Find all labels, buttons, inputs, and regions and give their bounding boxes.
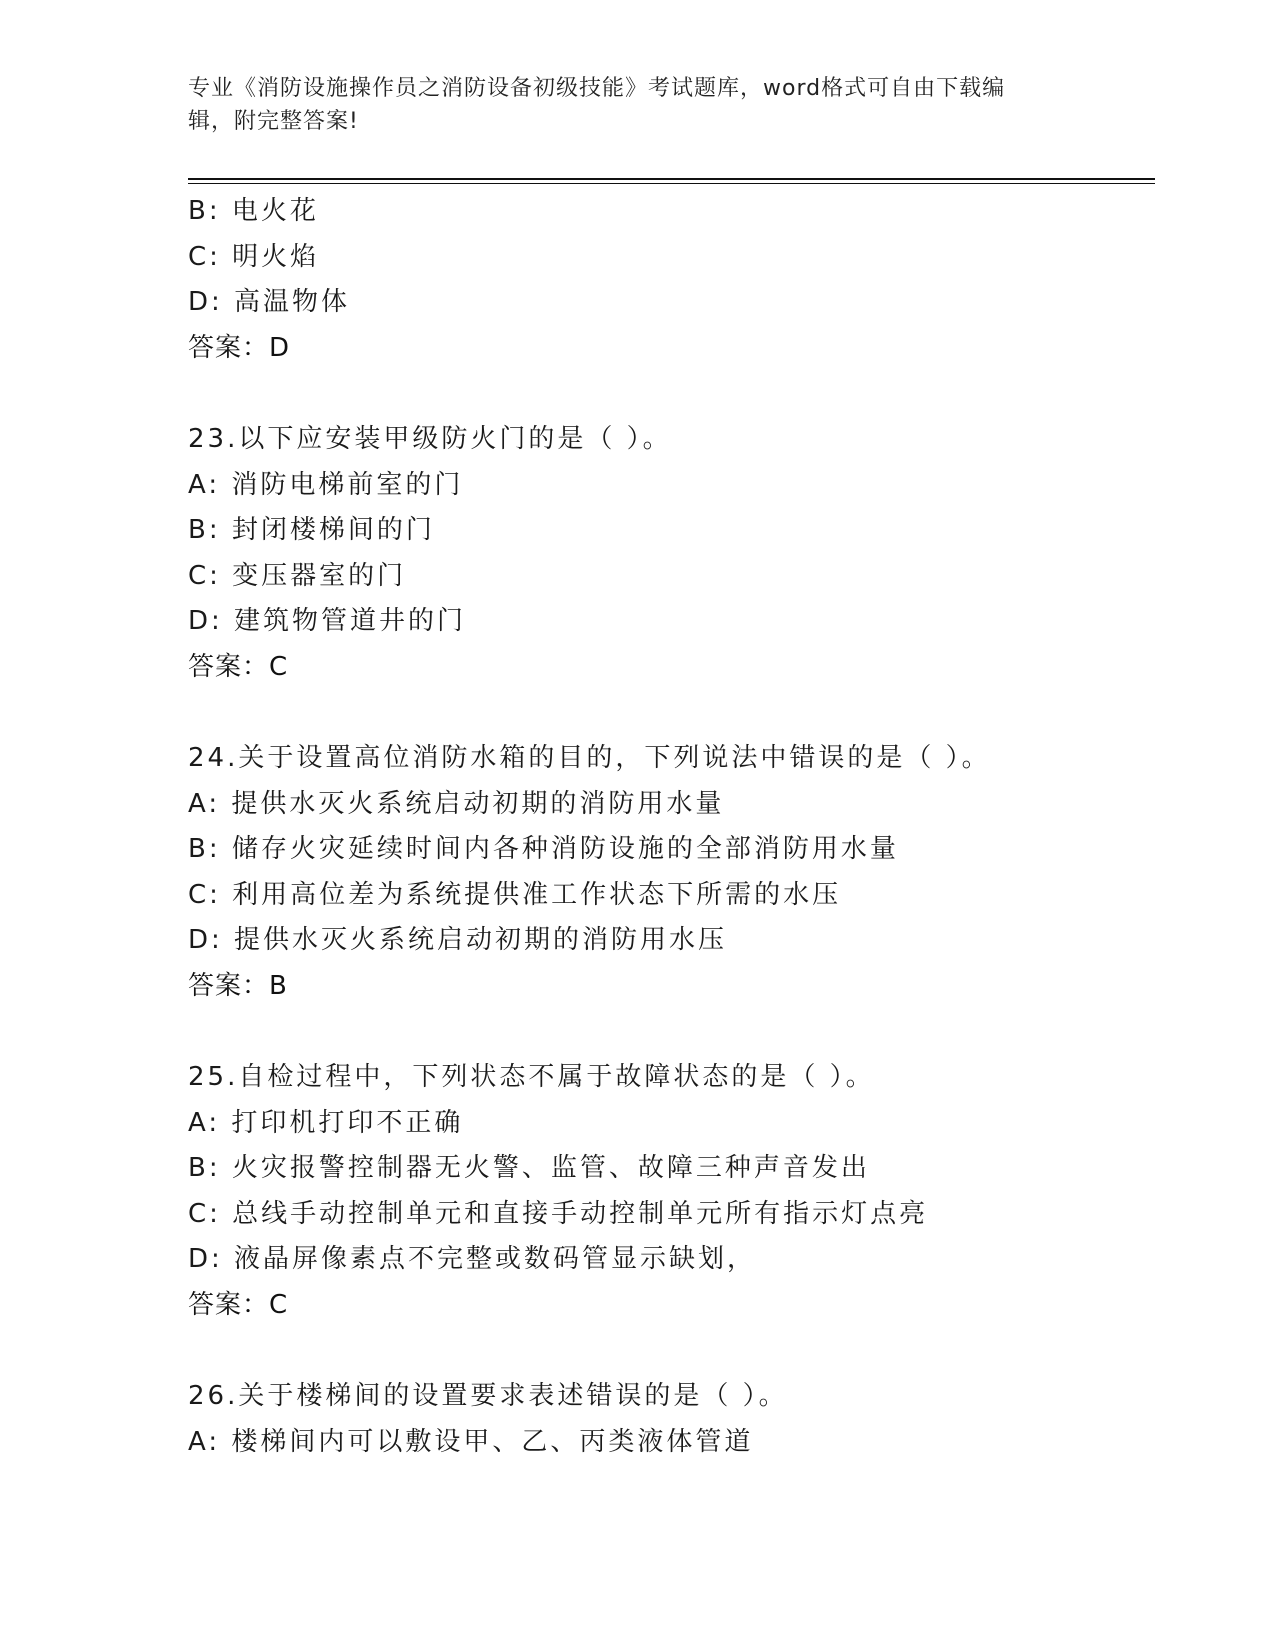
question-list (188, 189, 1148, 1465)
question-stem: 24.关于设置高位消防水箱的目的，下列说法中错误的是（ ）。 (188, 743, 991, 773)
option-a: A: 提供水灭火系统启动初期的消防用水量 (188, 788, 725, 819)
answer-line: 答案：D (188, 332, 291, 363)
option-a: A: 打印机打印不正确 (188, 1107, 464, 1138)
option-c: C: 明火焰 (188, 241, 320, 272)
option-d: D: 高温物体 (188, 287, 351, 317)
option-a: A: 消防电梯前室的门 (188, 469, 464, 500)
option-b: B: 火灾报警控制器无火警、监管、故障三种声音发出 (188, 1153, 870, 1183)
question-26 (188, 1374, 1148, 1465)
header-rule-thin (188, 183, 1155, 184)
option-d: D: 液晶屏像素点不完整或数码管显示缺划， (188, 1244, 757, 1274)
answer-line: 答案：C (188, 651, 289, 682)
option-c: C: 利用高位差为系统提供准工作状态下所需的水压 (188, 879, 842, 910)
answer-line: 答案：C (188, 1289, 289, 1320)
option-c: C: 变压器室的门 (188, 560, 407, 591)
answer-line: 答案：B (188, 970, 288, 1001)
question-stem: 23.以下应安装甲级防火门的是（ ）。 (188, 424, 672, 454)
option-d: D: 建筑物管道井的门 (188, 606, 467, 636)
spacer (188, 690, 1148, 736)
option-d: D: 提供水灭火系统启动初期的消防用水压 (188, 925, 728, 955)
option-b: B: 储存火灾延续时间内各种消防设施的全部消防用水量 (188, 834, 899, 864)
option-a: A: 楼梯间内可以敷设甲、乙、丙类液体管道 (188, 1426, 754, 1457)
spacer (188, 1009, 1148, 1055)
option-b: B: 电火花 (188, 196, 319, 226)
spacer (188, 371, 1148, 417)
question-25 (188, 1055, 1148, 1328)
header-line-1: 专业《消防设施操作员之消防设备初级技能》考试题库，word格式可自由下载编 (188, 76, 1006, 101)
question-23 (188, 417, 1148, 690)
option-c: C: 总线手动控制单元和直接手动控制单元所有指示灯点亮 (188, 1198, 929, 1229)
spacer (188, 1328, 1148, 1374)
header-rule-thick (188, 178, 1155, 180)
question-24 (188, 736, 1148, 1009)
option-b: B: 封闭楼梯间的门 (188, 515, 435, 545)
header-line-2: 辑，附完整答案! (188, 109, 359, 134)
question-stem: 25.自检过程中，下列状态不属于故障状态的是（ ）。 (188, 1062, 875, 1092)
question-stem: 26.关于楼梯间的设置要求表述错误的是（ ）。 (188, 1381, 788, 1411)
page-header (188, 72, 1088, 138)
question-22-continued (188, 189, 1148, 371)
